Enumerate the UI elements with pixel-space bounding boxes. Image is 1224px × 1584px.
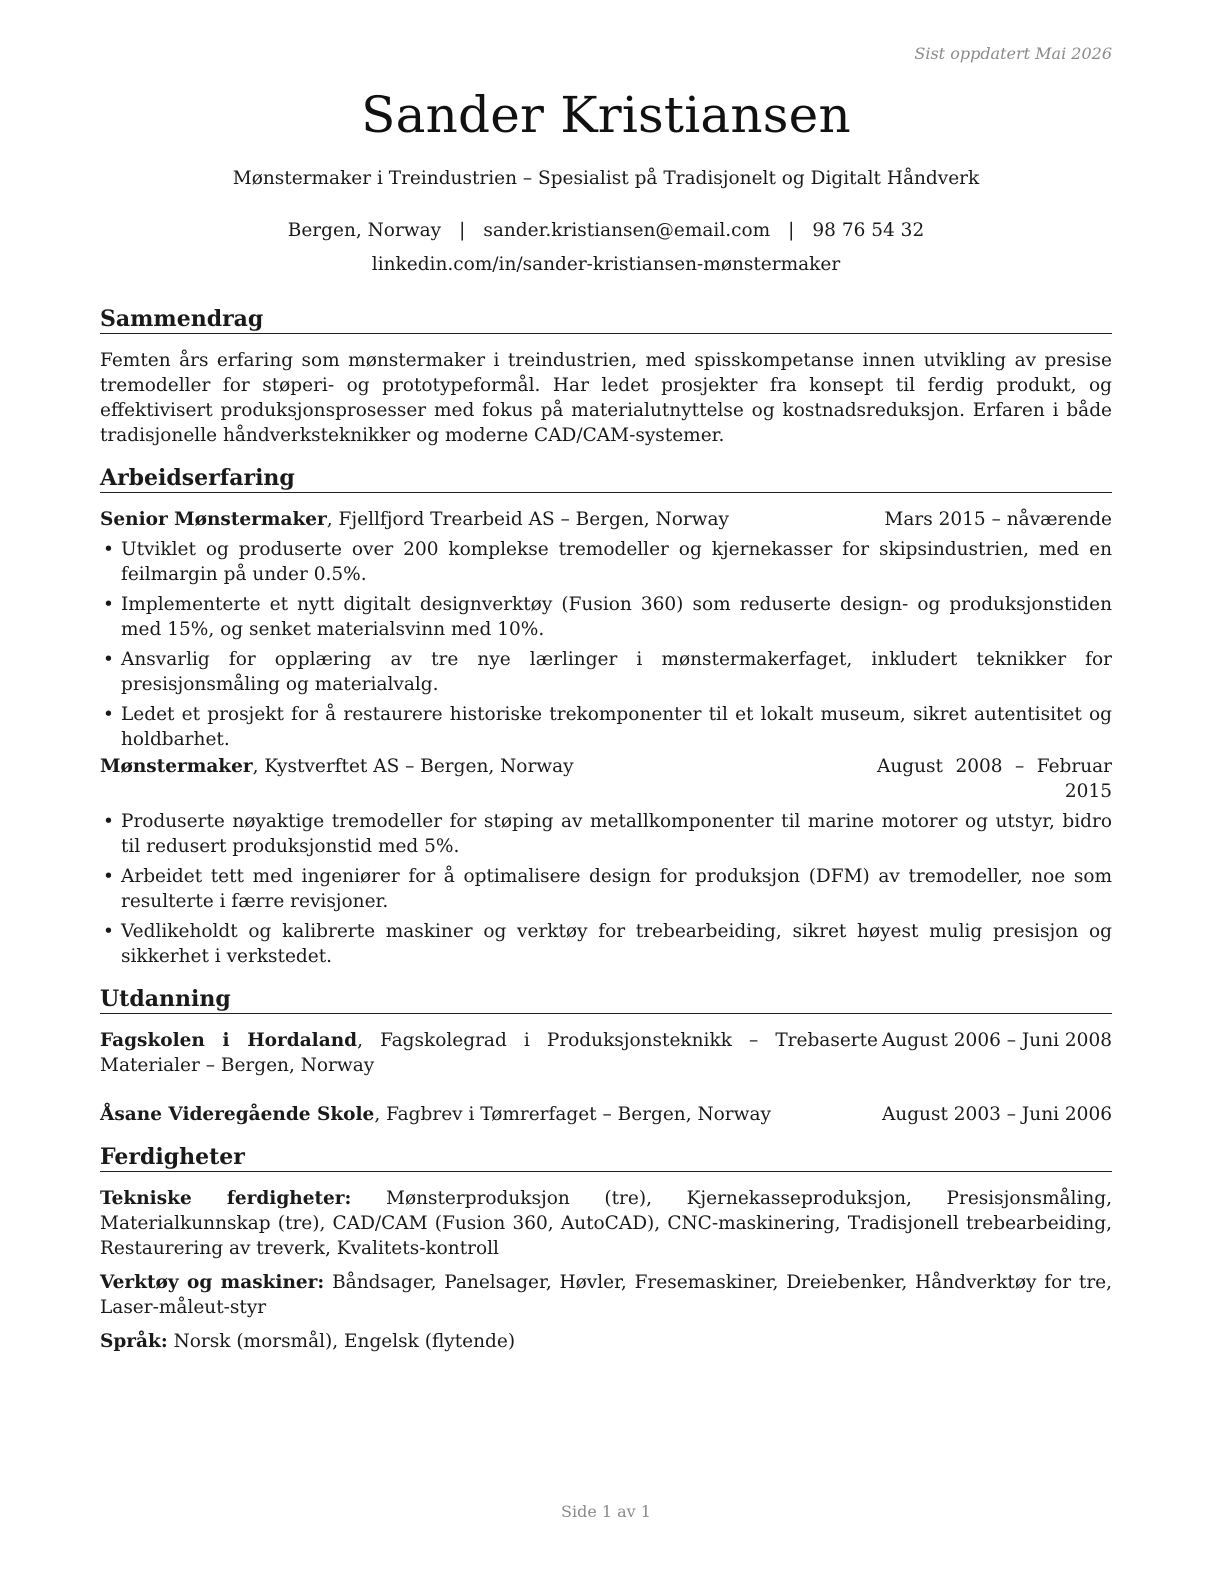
section-heading-summary: Sammendrag <box>100 306 1112 334</box>
bullet-icon: • <box>103 921 114 942</box>
job-dates: August 2008 – Februar 2015 <box>877 756 1112 802</box>
education-dates: August 2003 – Juni 2006 <box>881 1104 1112 1125</box>
headline: Mønstermaker i Treindustrien – Spesialist på Tradisjonelt og Digitalt Håndverk <box>232 168 980 189</box>
job-heading <box>100 754 574 779</box>
job-bullets <box>100 809 1112 974</box>
bullet-icon: • <box>103 866 114 887</box>
job-dates: Mars 2015 – nåværende <box>884 509 1112 530</box>
bullet-icon: • <box>103 649 114 670</box>
list-item <box>100 537 1112 587</box>
bullet-icon: • <box>103 704 114 725</box>
education-heading <box>100 1028 878 1078</box>
list-item <box>100 809 1112 859</box>
skills-text: Båndsager, Panelsager, Høvler, Fresemaskiner, Dreiebenker, Håndverktøy for tre, Laser-måleut-styr <box>100 1272 1113 1318</box>
skills-languages <box>100 1329 1112 1354</box>
job-heading <box>100 507 729 532</box>
list-item <box>100 702 1112 752</box>
contact-location: Bergen, Norway <box>287 220 442 241</box>
bullet-text: Utviklet og produserte over 200 komplekse tremodeller og kjernekasser for skipsindustrien, med en feilmargin på under 0.5%. <box>121 539 1112 585</box>
job-bullets <box>100 537 1112 757</box>
job-title: Senior Mønstermaker <box>100 509 327 530</box>
job-company: , Kystverftet AS – Bergen, Norway <box>252 756 574 777</box>
list-item <box>100 647 1112 697</box>
skills-text: Norsk (morsmål), Engelsk (flytende) <box>167 1331 516 1352</box>
bullet-text: Implementerte et nytt digitalt designverktøy (Fusion 360) som reduserte design- og produksjonstiden med 15%, og senket materialsvinn med 10%. <box>121 594 1112 640</box>
skills-technical <box>100 1186 1112 1261</box>
education-dates: August 2006 – Juni 2008 <box>881 1030 1112 1051</box>
section-heading-education: Utdanning <box>100 986 1112 1014</box>
list-item <box>100 592 1112 642</box>
section-heading-experience: Arbeidserfaring <box>100 465 1112 493</box>
skills-label: Tekniske ferdigheter: <box>100 1188 352 1209</box>
section-heading-skills: Ferdigheter <box>100 1144 1112 1172</box>
bullet-text: Produserte nøyaktige tremodeller for støping av metallkomponenter til marine motorer og utstyr, bidro til redusert produksjonstid med 5%. <box>121 811 1112 857</box>
bullet-text: Arbeidet tett med ingeniører for å optimalisere design for produksjon (DFM) av tremodeller, noe som resulterte i færre revisjoner. <box>121 866 1112 912</box>
page-number: Side 1 av 1 <box>561 1502 651 1521</box>
bullet-text: Ansvarlig for opplæring av tre nye lærlinger i mønstermakerfaget, inkludert teknikker for presisjonsmåling og materialvalg. <box>121 649 1112 695</box>
contact-email[interactable]: sander.kristiansen@email.com <box>483 220 771 241</box>
candidate-name: Sander Kristiansen <box>361 86 851 144</box>
contact-phone: 98 76 54 32 <box>812 220 925 241</box>
education-heading <box>100 1102 771 1127</box>
school-name: Åsane Videregående Skole <box>100 1104 375 1125</box>
last-updated: Sist oppdatert Mai 2026 <box>914 44 1112 63</box>
skills-text: Mønsterproduksjon (tre), Kjernekasseproduksjon, Presisjonsmåling, Materialkunnskap (tre), CAD/CAM (Fusion 360, AutoCAD), CNC-maskinering, Tradisjonell trebearbeiding, Restaurering av treverk, Kvalitets-kontroll <box>100 1188 1112 1259</box>
skills-label: Språk: <box>100 1331 168 1352</box>
skills-label: Verktøy og maskiner: <box>100 1272 325 1293</box>
resume-page <box>100 0 1112 1584</box>
summary-text: Femten års erfaring som mønstermaker i treindustrien, med spisskompetanse innen utvikling av presise tremodeller for støperi- og prototypeformål. Har ledet prosjekter fra konsept til ferdig produkt, og effektivisert produksjonsprosesser med fokus på materialutnyttelse og kostnadsreduksjon. Erfaren i både tradisjonelle håndverksteknikker og moderne CAD/CAM-systemer. <box>100 350 1112 446</box>
contact-separator: | <box>459 220 466 241</box>
contact-separator: | <box>788 220 795 241</box>
bullet-icon: • <box>103 811 114 832</box>
education-detail: , Fagskolegrad i Produksjonsteknikk – Trebaserte Materialer – Bergen, Norway <box>100 1030 879 1076</box>
education-detail: , Fagbrev i Tømrerfaget – Bergen, Norway <box>374 1104 771 1125</box>
contact-linkedin[interactable]: linkedin.com/in/sander-kristiansen-mønstermaker <box>371 254 841 275</box>
school-name: Fagskolen i Hordaland <box>100 1030 358 1051</box>
job-company: , Fjellfjord Trearbeid AS – Bergen, Norway <box>326 509 730 530</box>
job-title: Mønstermaker <box>100 756 253 777</box>
bullet-text: Ledet et prosjekt for å restaurere historiske trekomponenter til et lokalt museum, sikret autentisitet og holdbarhet. <box>121 704 1112 750</box>
skills-tools <box>100 1270 1112 1320</box>
bullet-text: Vedlikeholdt og kalibrerte maskiner og verktøy for trebearbeiding, sikret høyest mulig presisjon og sikkerhet i verkstedet. <box>121 921 1112 967</box>
contact-line <box>100 220 1112 241</box>
list-item <box>100 864 1112 914</box>
bullet-icon: • <box>103 539 114 560</box>
bullet-icon: • <box>103 594 114 615</box>
list-item <box>100 919 1112 969</box>
